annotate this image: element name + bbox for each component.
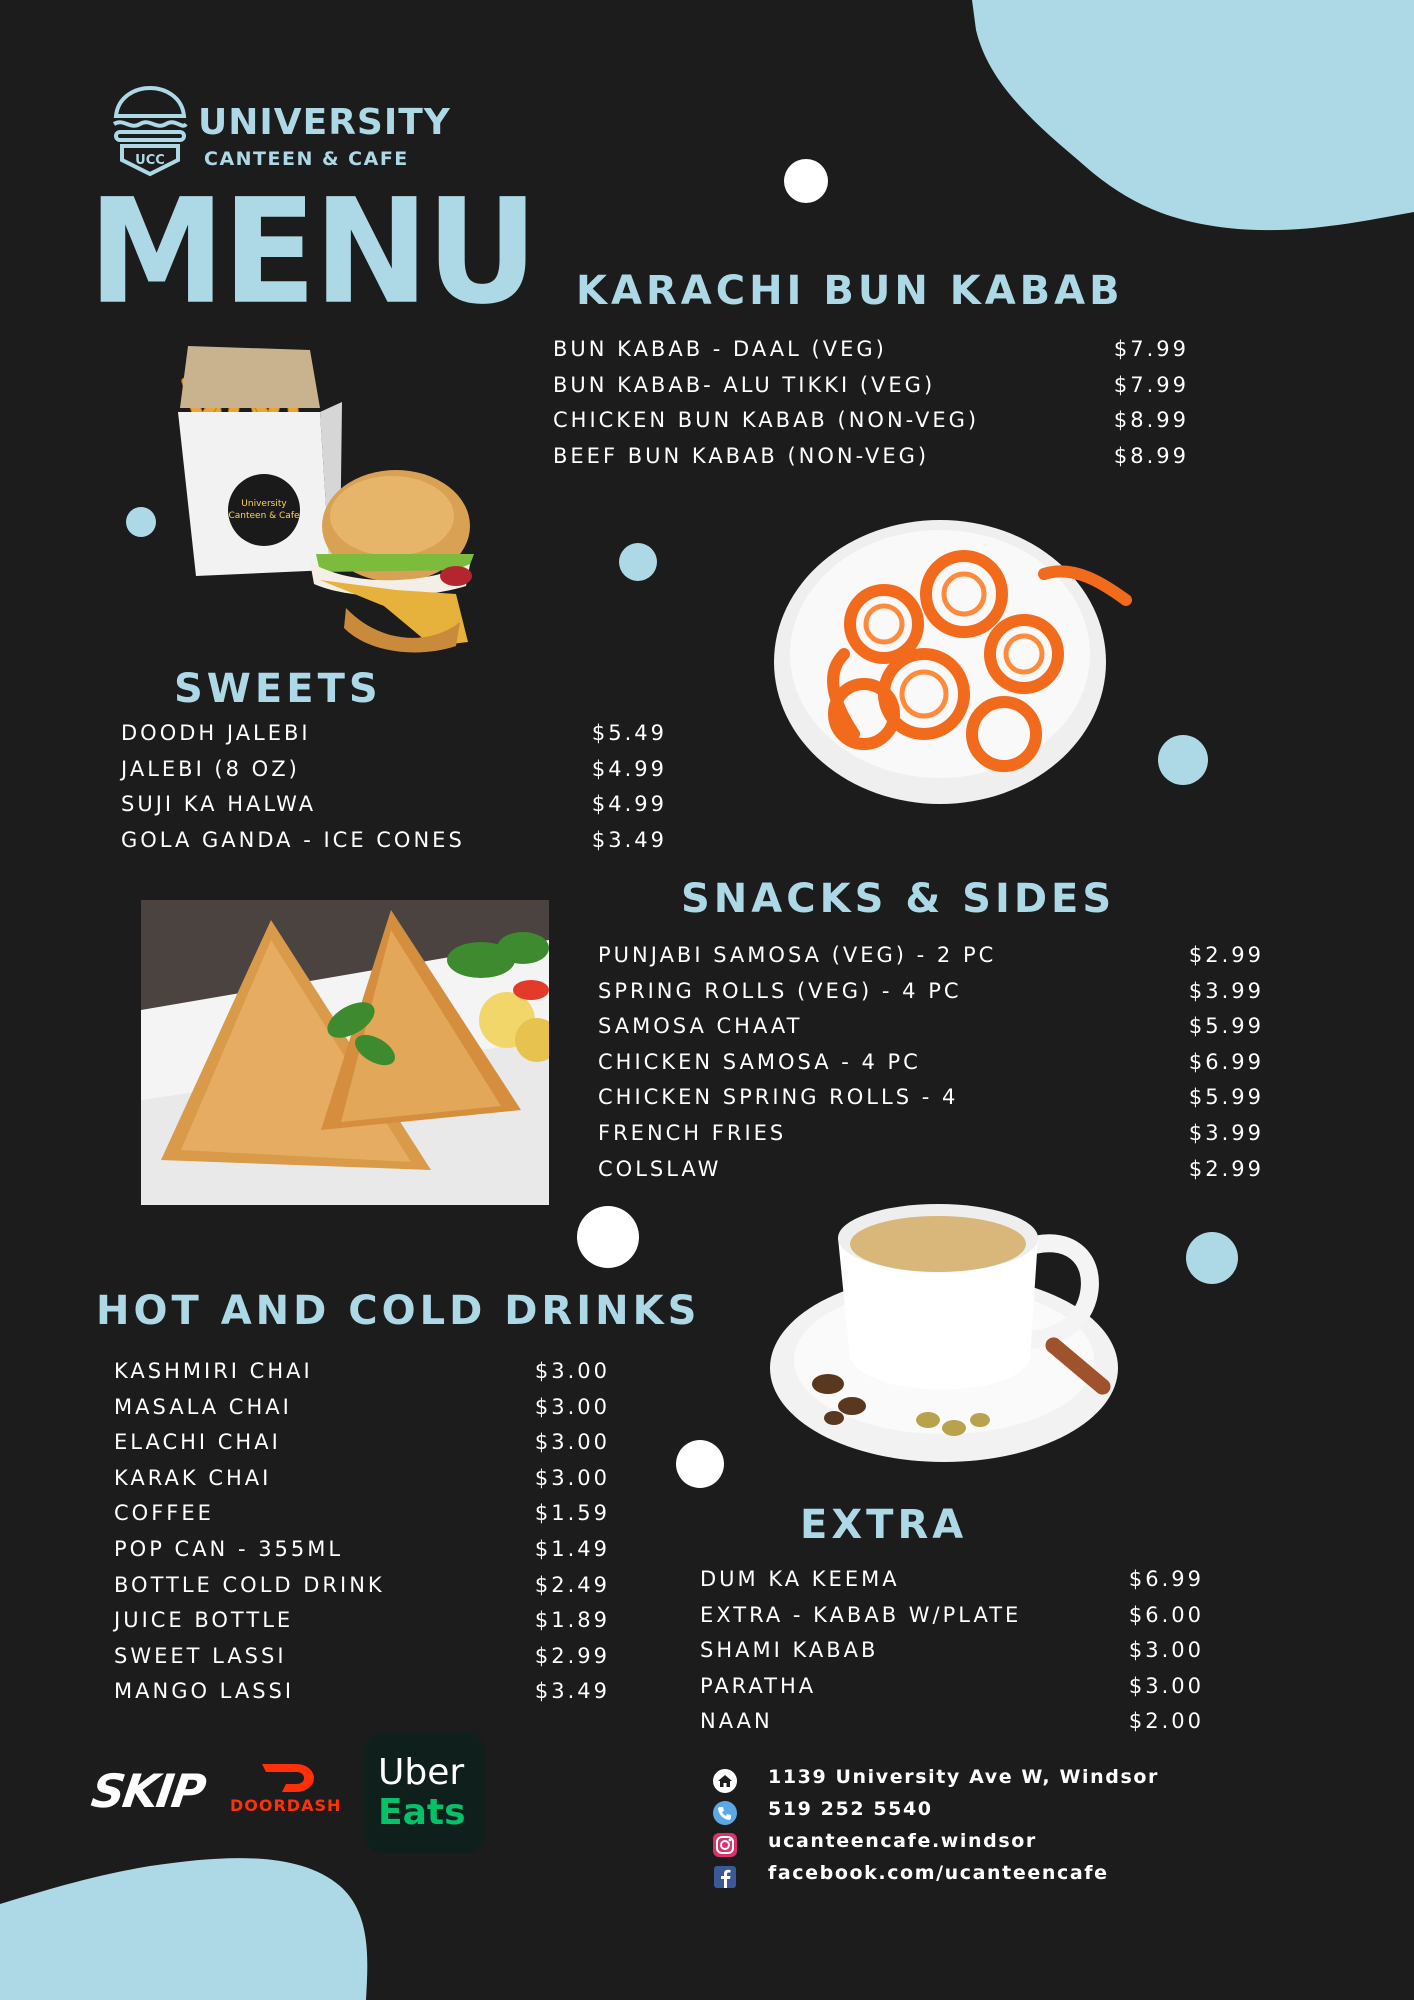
item-name: JUICE BOTTLE: [114, 1608, 294, 1633]
box-label-line2: Canteen & Cafe: [228, 511, 300, 521]
item-price: $8.99: [1113, 408, 1189, 433]
ubereats-line2: Eats: [378, 1792, 466, 1833]
item-name: POP CAN - 355ML: [114, 1536, 344, 1561]
list-item: [553, 444, 1189, 480]
contact-text: ucanteencafe.windsor: [768, 1830, 1037, 1852]
list-item: [121, 721, 667, 757]
decorative-blob-top-right: [968, 0, 1414, 232]
item-name: CHICKEN SPRING ROLLS - 4: [598, 1085, 959, 1110]
item-name: SUJI KA HALWA: [121, 792, 317, 817]
section-title-snacks: SNACKS & SIDES: [681, 876, 1116, 922]
list-item: [114, 1679, 610, 1715]
list-item: [114, 1430, 610, 1466]
bun-kabab-list: [553, 337, 1189, 479]
burger-logo-icon: [110, 86, 190, 178]
snacks-list: [598, 943, 1264, 1192]
item-price: $2.00: [1128, 1709, 1204, 1734]
section-title-sweets: SWEETS: [174, 666, 382, 712]
ubereats-logo[interactable]: [364, 1732, 486, 1854]
item-name: SWEET LASSI: [114, 1643, 287, 1668]
sweets-list: [121, 721, 667, 863]
drinks-list: [114, 1359, 610, 1715]
brand-subname: CANTEEN & CAFE: [204, 148, 409, 170]
home-icon: [712, 1768, 738, 1794]
facebook-icon: [712, 1864, 738, 1890]
list-item: [121, 792, 667, 828]
item-price: $8.99: [1113, 443, 1189, 468]
item-name: JALEBI (8 OZ): [121, 756, 300, 781]
extra-list: [700, 1567, 1204, 1745]
decorative-blob-bottom-left: [0, 1852, 380, 2000]
item-name: MANGO LASSI: [114, 1679, 295, 1704]
list-item: [114, 1644, 610, 1680]
item-price: $6.99: [1128, 1567, 1204, 1591]
item-name: COFFEE: [114, 1501, 214, 1526]
box-label-line1: University: [241, 499, 287, 509]
list-item: [700, 1567, 1204, 1603]
instagram-icon: [712, 1832, 738, 1858]
list-item: [700, 1603, 1204, 1639]
item-price: $7.99: [1113, 372, 1189, 397]
item-price: $4.99: [591, 792, 667, 817]
list-item: [114, 1359, 610, 1395]
decorative-dot: [784, 159, 828, 203]
item-price: $3.99: [1188, 1120, 1264, 1145]
item-name: SAMOSA CHAAT: [598, 1014, 803, 1039]
list-item: [598, 943, 1264, 979]
item-price: $7.99: [1113, 337, 1189, 361]
list-item: [598, 1157, 1264, 1193]
item-price: $3.99: [1188, 978, 1264, 1003]
item-price: $5.49: [591, 721, 667, 745]
item-price: $6.99: [1188, 1049, 1264, 1074]
section-title-extra: EXTRA: [800, 1502, 968, 1548]
item-price: $1.89: [534, 1608, 610, 1633]
list-item: [598, 1085, 1264, 1121]
samosa-image: [141, 900, 549, 1205]
decorative-dot: [619, 543, 657, 581]
list-item: [553, 337, 1189, 373]
item-price: $3.00: [534, 1394, 610, 1419]
list-item: [114, 1537, 610, 1573]
item-name: CHICKEN BUN KABAB (NON-VEG): [553, 408, 980, 433]
item-price: $3.00: [1128, 1673, 1204, 1698]
decorative-dot: [1158, 735, 1208, 785]
item-price: $2.99: [1188, 943, 1264, 967]
item-name: KARAK CHAI: [114, 1465, 272, 1490]
decorative-dot: [577, 1206, 639, 1268]
logo-badge-text: UCC: [135, 153, 165, 168]
item-name: BUN KABAB- ALU TIKKI (VEG): [553, 372, 936, 397]
item-name: BOTTLE COLD DRINK: [114, 1572, 385, 1597]
doordash-logo[interactable]: [230, 1760, 346, 1820]
item-price: $2.99: [534, 1643, 610, 1668]
doordash-label: DOORDASH: [230, 1796, 342, 1815]
contact-text: facebook.com/ucanteencafe: [768, 1862, 1109, 1884]
item-price: $3.00: [534, 1430, 610, 1455]
fries-and-burger-image: [170, 346, 490, 666]
item-price: $6.00: [1128, 1602, 1204, 1627]
item-name: DOODH JALEBI: [121, 721, 311, 745]
list-item: [553, 408, 1189, 444]
list-item: [598, 1014, 1264, 1050]
decorative-dot: [1186, 1232, 1238, 1284]
section-title-bun-kabab: KARACHI BUN KABAB: [576, 268, 1124, 314]
item-price: $4.99: [591, 756, 667, 781]
item-name: DUM KA KEEMA: [700, 1567, 900, 1591]
item-name: FRENCH FRIES: [598, 1120, 787, 1145]
list-item: [114, 1466, 610, 1502]
skip-logo[interactable]: SKIP: [88, 1764, 208, 1818]
list-item: [598, 1050, 1264, 1086]
list-item: [598, 1121, 1264, 1157]
item-name: EXTRA - KABAB W/PLATE: [700, 1602, 1022, 1627]
item-name: GOLA GANDA - ICE CONES: [121, 827, 465, 852]
list-item: [121, 757, 667, 793]
item-price: $3.49: [591, 827, 667, 852]
item-price: $5.99: [1188, 1085, 1264, 1110]
list-item: [114, 1501, 610, 1537]
phone-icon: [712, 1800, 738, 1826]
list-item: [114, 1395, 610, 1431]
item-price: $3.00: [1128, 1638, 1204, 1663]
brand-name: UNIVERSITY: [198, 102, 451, 143]
contact-text: 519 252 5540: [768, 1798, 933, 1820]
list-item: [700, 1709, 1204, 1745]
section-title-drinks: HOT AND COLD DRINKS: [96, 1288, 701, 1334]
item-name: PUNJABI SAMOSA (VEG) - 2 PC: [598, 943, 997, 967]
decorative-dot: [126, 507, 156, 537]
item-price: $5.99: [1188, 1014, 1264, 1039]
item-name: CHICKEN SAMOSA - 4 PC: [598, 1049, 921, 1074]
item-name: SHAMI KABAB: [700, 1638, 879, 1663]
list-item: [598, 979, 1264, 1015]
list-item: [700, 1638, 1204, 1674]
item-name: ELACHI CHAI: [114, 1430, 281, 1455]
jalebi-bowl-image: [774, 504, 1144, 814]
item-name: KASHMIRI CHAI: [114, 1359, 313, 1383]
item-price: $1.49: [534, 1536, 610, 1561]
item-name: BUN KABAB - DAAL (VEG): [553, 337, 887, 361]
list-item: [553, 373, 1189, 409]
item-price: $2.99: [1188, 1156, 1264, 1181]
item-price: $3.49: [534, 1679, 610, 1704]
contact-text: 1139 University Ave W, Windsor: [768, 1766, 1159, 1788]
doordash-icon: [260, 1760, 314, 1792]
item-name: PARATHA: [700, 1673, 817, 1698]
decorative-dot: [676, 1440, 724, 1488]
item-name: BEEF BUN KABAB (NON-VEG): [553, 443, 930, 468]
list-item: [121, 828, 667, 864]
list-item: [700, 1674, 1204, 1710]
chai-cup-image: [768, 1188, 1124, 1468]
item-name: COLSLAW: [598, 1156, 722, 1181]
list-item: [114, 1573, 610, 1609]
ubereats-line1: Uber: [378, 1752, 465, 1793]
item-price: $3.00: [534, 1465, 610, 1490]
list-item: [114, 1608, 610, 1644]
item-name: SPRING ROLLS (VEG) - 4 PC: [598, 978, 962, 1003]
item-name: NAAN: [700, 1709, 773, 1734]
page-title: MENU: [88, 167, 536, 337]
item-name: MASALA CHAI: [114, 1394, 292, 1419]
item-price: $1.59: [534, 1501, 610, 1526]
item-price: $2.49: [534, 1572, 610, 1597]
item-price: $3.00: [534, 1359, 610, 1383]
